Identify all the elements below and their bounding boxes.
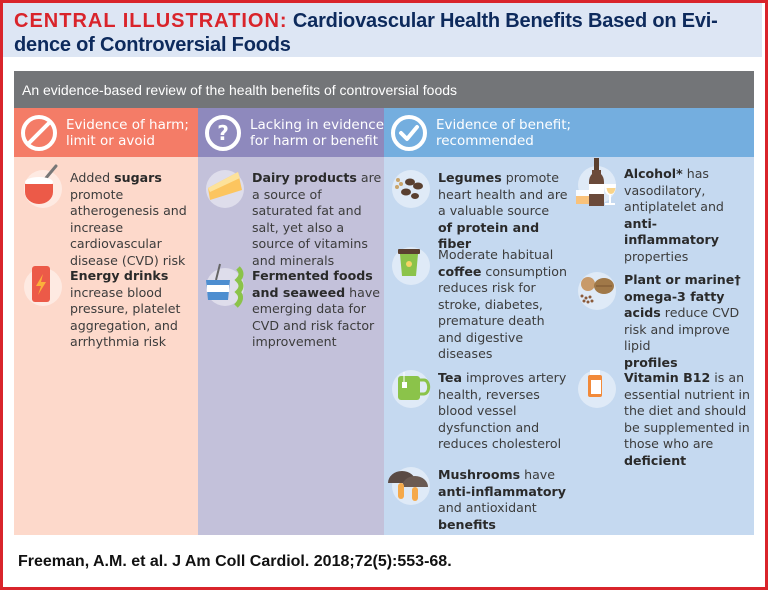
harm-item-energy-drinks — [24, 268, 196, 351]
mushrooms-bold-2: anti-inflammatory — [438, 483, 566, 499]
mushrooms-text-2: and antioxidant — [438, 500, 537, 515]
mushrooms-bold: Mushrooms — [438, 467, 521, 482]
yogurt-seaweed-icon — [206, 268, 244, 306]
question-icon — [204, 114, 242, 152]
energy-drink-icon — [24, 268, 62, 306]
sugars-prefix: Added — [70, 170, 115, 185]
lacking-item-fermented — [206, 268, 382, 351]
citation: Freeman, A.M. et al. J Am Coll Cardiol. 2018;72(5):553-68. — [18, 553, 452, 570]
legumes-bold: Legumes — [438, 170, 502, 185]
vitamin-b12-text: is an essential nutrient in the diet and should be supplemented in those who are — [624, 370, 750, 451]
coffee-bold: coffee — [438, 263, 482, 279]
tea-text: improves artery health, reverses blood vessel dysfunction and reduces cholesterol — [438, 370, 567, 451]
header-title-2: dence of Controversial Foods — [14, 34, 291, 56]
benefit-item-coffee — [392, 247, 572, 363]
benefit-item-alcohol — [578, 166, 750, 265]
energy-drinks-bold: Energy drinks — [70, 268, 169, 283]
illustration-panel — [14, 71, 754, 535]
sugars-text: promote atherogenesis and increase cardiovascular disease (CVD) risk — [70, 186, 187, 268]
mushrooms-bold-3: benefits — [438, 516, 496, 532]
column-benefit-header — [384, 108, 754, 157]
tea-mug-icon — [392, 370, 430, 408]
checkmark-icon — [390, 114, 428, 152]
legumes-bold-2: of protein and fiber — [438, 219, 540, 251]
cheese-icon — [206, 170, 244, 208]
column-harm — [14, 108, 198, 535]
harm-title-1: Evidence of harm; — [66, 116, 189, 133]
energy-drinks-text: increase blood pressure, platelet aggregation, and arrhythmia risk — [70, 284, 181, 349]
panel-subtitle: An evidence-based review of the health benefits of controversial foods — [14, 71, 754, 108]
coffee-prefix: Moderate habitual — [438, 247, 554, 262]
alcohol-bold-2: anti-inflammatory — [624, 215, 719, 247]
vitamin-b12-bold-2: deficient — [624, 452, 687, 468]
harm-title-2: limit or avoid — [66, 132, 155, 149]
header-label: CENTRAL ILLUSTRATION: — [14, 10, 288, 32]
column-lacking-header — [198, 108, 384, 157]
svg-text:?: ? — [217, 120, 229, 145]
coffee-cup-icon — [392, 247, 430, 285]
legumes-text: promote heart health and are a valuable source — [438, 170, 568, 218]
supplement-bottle-icon — [578, 370, 616, 408]
figure-header — [3, 3, 762, 57]
benefit-item-vitamin-b12 — [578, 370, 750, 469]
alcohol-text: has vasodilatory, antiplatelet and — [624, 166, 724, 214]
fermented-text: have emerging data for CVD and risk factor improvement — [252, 284, 381, 349]
lacking-title-1: Lacking in evidence — [250, 116, 385, 133]
mushrooms-icon — [392, 467, 430, 505]
fermented-bold: Fermented foods and seaweed — [252, 268, 373, 300]
benefit-title-2: recommended — [436, 132, 534, 149]
benefit-title-1: Evidence of benefit; — [436, 116, 572, 133]
header-line-1 — [14, 9, 750, 33]
dairy-bold: Dairy products — [252, 170, 357, 185]
dairy-text: are a source of saturated fat and salt, yet also a source of vitamins and minerals — [252, 170, 382, 268]
benefit-item-omega3 — [578, 272, 750, 371]
benefit-item-tea — [392, 370, 572, 453]
legumes-icon — [392, 170, 430, 208]
lacking-title-2: for harm or benefit — [250, 132, 379, 149]
benefit-item-mushrooms — [392, 467, 572, 533]
column-harm-header — [14, 108, 198, 157]
tea-bold: Tea — [438, 370, 462, 385]
sugars-bold: sugars — [114, 170, 162, 185]
vitamin-b12-bold: Vitamin B12 — [624, 370, 711, 385]
omega3-bold-2: profiles — [624, 354, 678, 370]
nuts-seeds-icon — [578, 272, 616, 310]
omega3-bold: Plant or marine† omega-3 fatty acids — [624, 272, 741, 320]
header-title-1: Cardiovascular Health Benefits Based on Evi- — [287, 10, 718, 32]
wine-bottle-icon — [578, 166, 616, 204]
harm-item-sugars — [24, 170, 196, 269]
coffee-text: consumption reduces risk for stroke, diabetes, premature death and digestive diseases — [438, 263, 567, 361]
column-lacking — [198, 108, 384, 535]
alcohol-text-2: properties — [624, 248, 689, 264]
alcohol-bold: Alcohol* — [624, 166, 683, 181]
prohibited-icon — [20, 114, 58, 152]
omega3-text: reduce CVD risk and improve lipid — [624, 305, 740, 353]
mushrooms-text: have — [520, 467, 555, 482]
column-benefit — [384, 108, 754, 535]
sugar-bowl-icon — [24, 170, 62, 208]
lacking-item-dairy — [206, 170, 382, 269]
